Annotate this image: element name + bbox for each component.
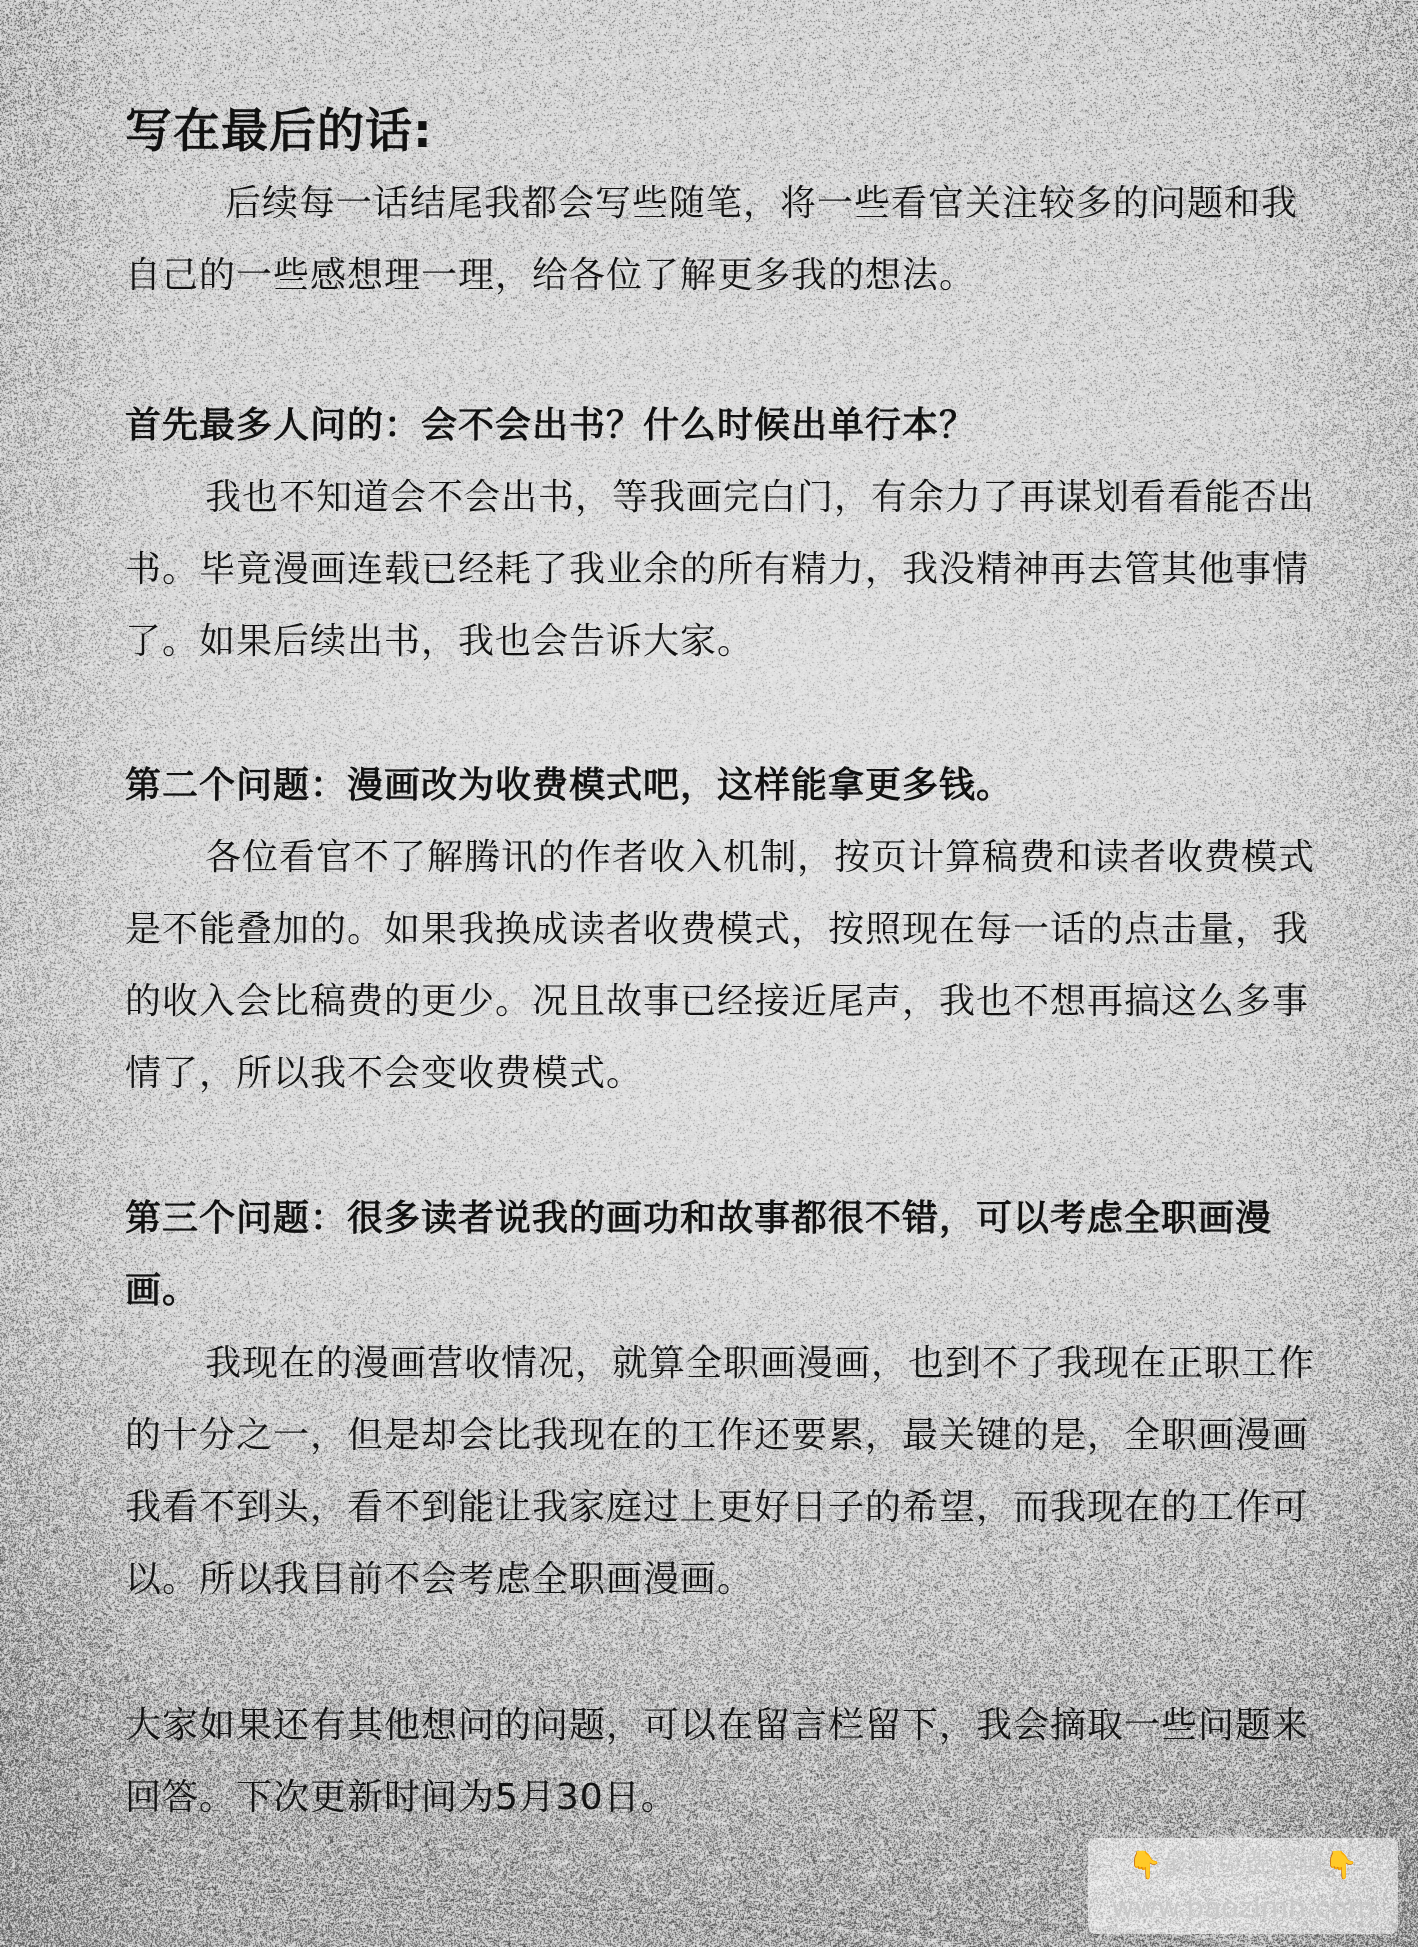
pointing-down-hand-icon: 👇 — [1324, 1850, 1358, 1881]
page-title: 写在最后的话: — [125, 104, 433, 159]
question-2: 第二个问题：漫画改为收费模式吧，这样能拿更多钱。 — [125, 765, 1014, 806]
answer-2: 各位看官不了解腾讯的作者收入机制，按页计算稿费和读者收费模式是不能叠加的。如果我换成读者收费模式，按照现在每一话的点击量，我的收入会比稿费的更少。况且故事已经接近尾声，我也不想再搞这么多事情了，所以我不会变收费模式。 — [125, 837, 1316, 1094]
intro-paragraph: 后续每一话结尾我都会写些随笔，将一些看官关注较多的问题和我自己的一些感想理一理，给各位了解更多我的想法。 — [125, 183, 1299, 296]
site-watermark[interactable] — [1088, 1838, 1398, 1934]
question-3: 第三个问题：很多读者说我的画功和故事都很不错，可以考虑全职画漫画。 — [125, 1198, 1273, 1311]
watermark-text-top: 👇最新免费漫画👇 — [1128, 1850, 1358, 1881]
answer-3: 我现在的漫画营收情况，就算全职画漫画，也到不了我现在正职工作的十分之一，但是却会比我现在的工作还要累，最关键的是，全职画漫画我看不到头，看不到能让我家庭过上更好日子的希望，而我现在的工作可以。所以我目前不会考虑全职画漫画。 — [125, 1343, 1316, 1600]
answer-1: 我也不知道会不会出书，等我画完白门，有余力了再谋划看看能否出书。毕竟漫画连载已经耗了我业余的所有精力，我没精神再去管其他事情了。如果后续出书，我也会告诉大家。 — [125, 477, 1316, 662]
pointing-down-hand-icon: 👇 — [1128, 1850, 1162, 1881]
watermark-url: www.baozimh.com — [1111, 1891, 1375, 1924]
question-1: 首先最多人问的：会不会出书？什么时候出单行本？ — [125, 405, 977, 446]
closing-paragraph: 大家如果还有其他想问的问题，可以在留言栏留下，我会摘取一些问题来回答。下次更新时间为5月30日。 — [125, 1705, 1310, 1818]
